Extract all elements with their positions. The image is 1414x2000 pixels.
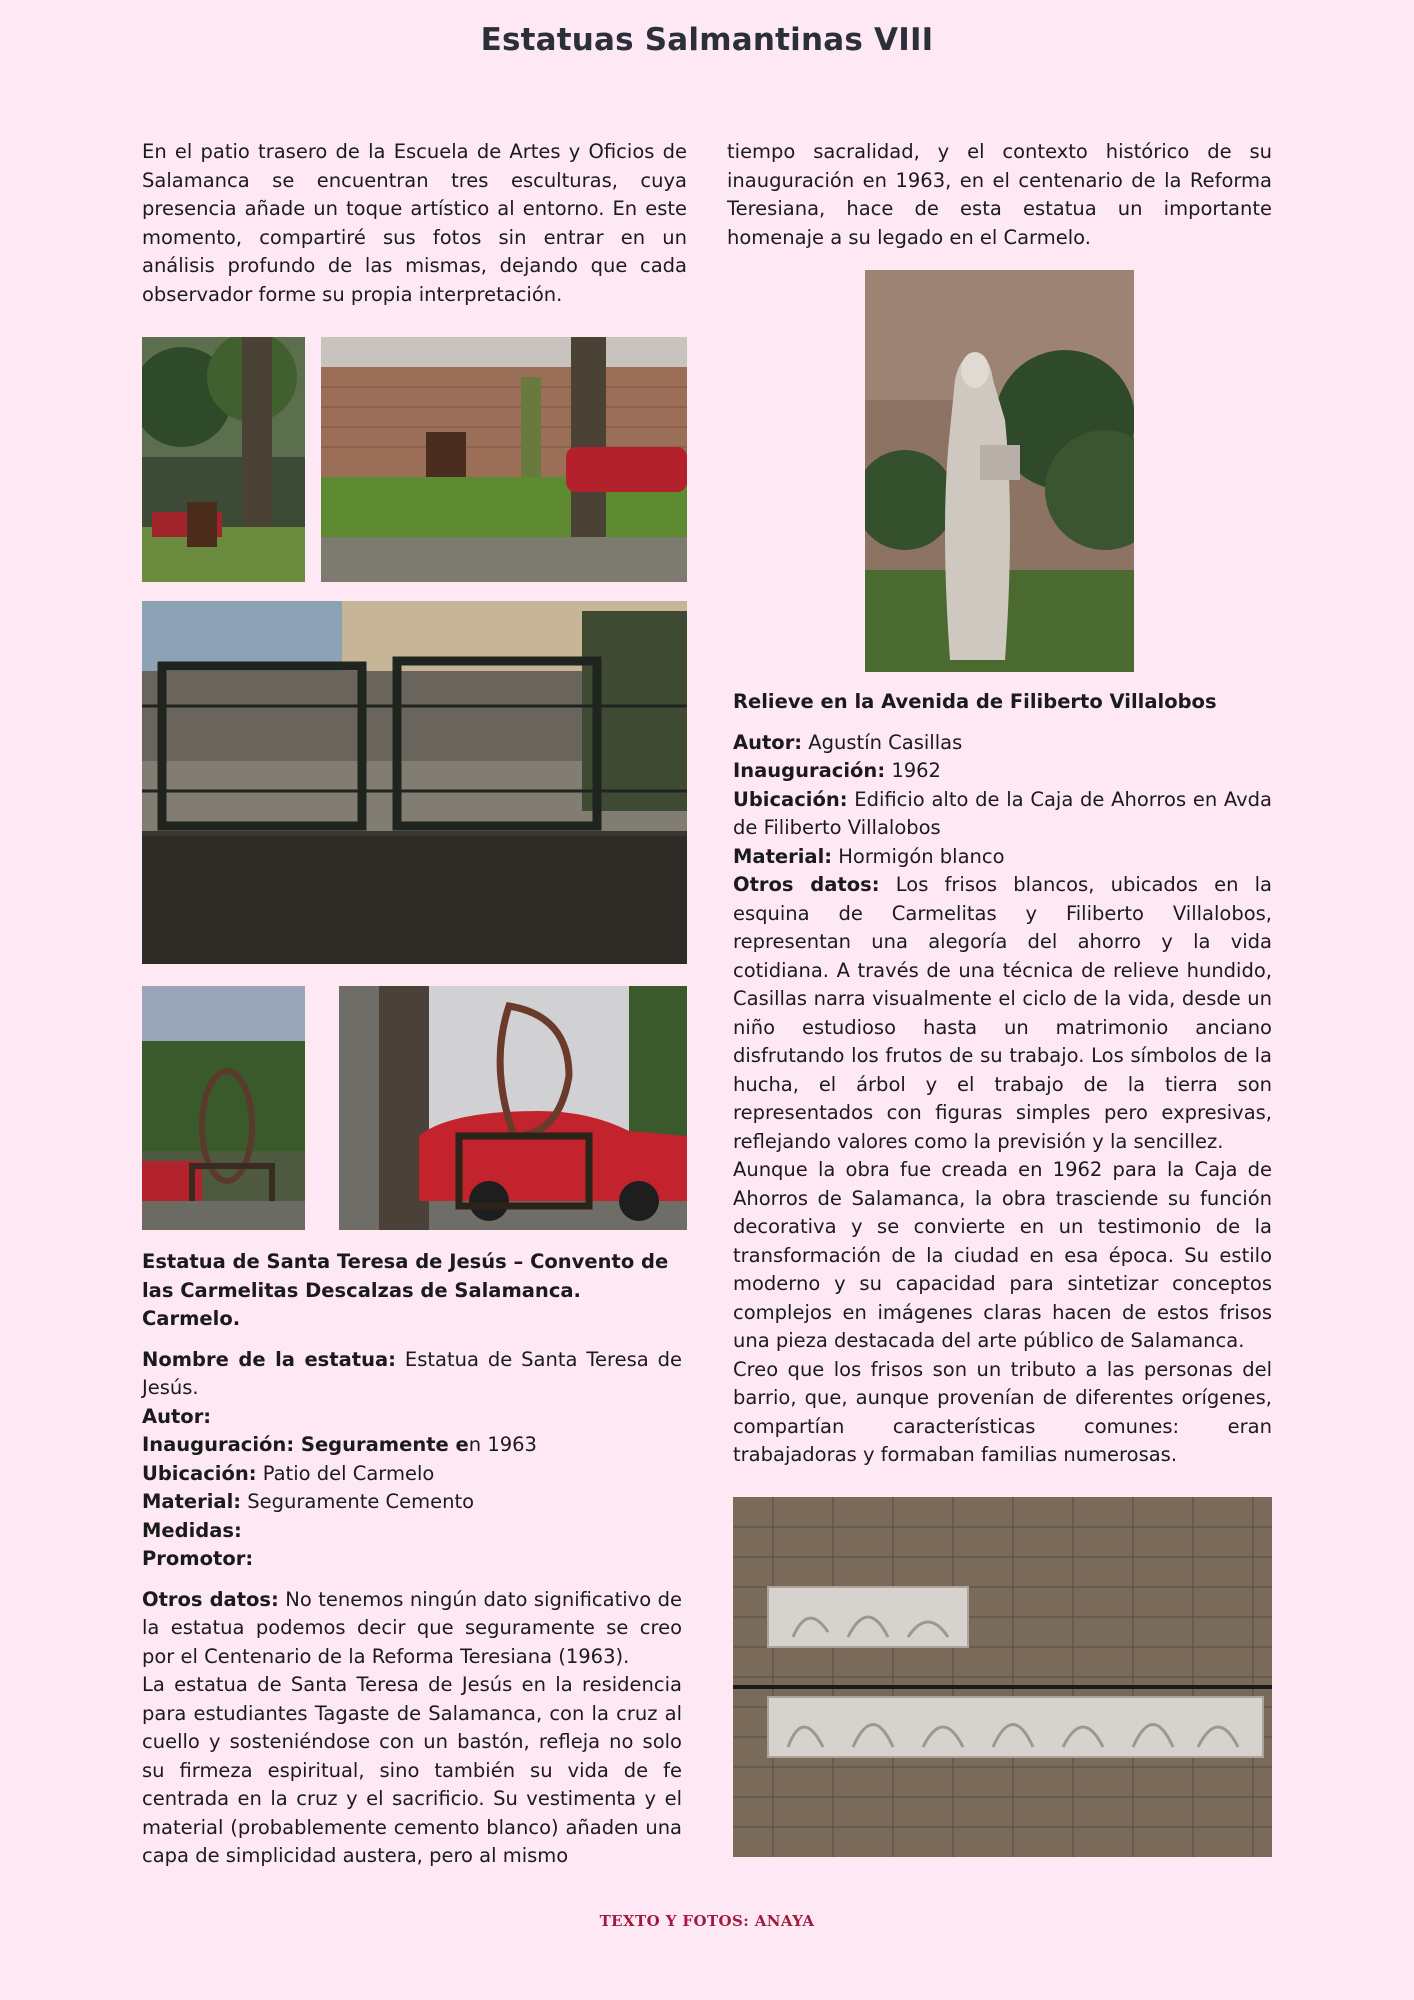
teresa-medidas-label: Medidas: (142, 1518, 242, 1542)
teresa-ubicacion-label: Ubicación: (142, 1461, 257, 1485)
relieve-inauguracion-value: 1962 (885, 759, 941, 782)
photo-sculpture-tree-left (142, 337, 305, 582)
teresa-material-label: Material: (142, 1490, 242, 1513)
teresa-inauguracion-value: n 1963 (468, 1433, 537, 1456)
teresa-medidas-line (142, 1517, 682, 1546)
teresa-autor-label: Autor: (142, 1404, 212, 1428)
footer-credit: TEXTO Y FOTOS: ANAYA (599, 1912, 815, 1930)
teresa-material-line (142, 1488, 682, 1517)
teresa-section (142, 1248, 682, 1871)
relieve-paragraph-2: Aunque la obra fue creada en 1962 para la Caja de Ahorros de Salamanca, la obra trasciende su función decorativa y se convierte en un testimonio de la transformación de la ciudad en esa época. Su estilo moderno y su capacidad para sintetizar conceptos complejos en imágenes claras hacen de estos frisos una pieza destacada del arte público de Salamanca. (733, 1158, 1272, 1352)
relieve-otros-label: Otros datos: (733, 873, 880, 896)
relieve-ubicacion-value: Edificio alto de la Caja de Ahorros en Avda de Filiberto Villalobos (733, 787, 1272, 839)
teresa-ubicacion-line (142, 1460, 682, 1489)
relieve-otros-line (733, 871, 1272, 1156)
teresa-paragraph-continued: tiempo sacralidad, y el contexto histórico de su inauguración en 1963, en el centenario de la Reforma Teresiana, hace de esta estatua un importante homenaje a su legado en el Carmelo. (727, 140, 1272, 249)
relieve-autor-label: Autor: (733, 730, 803, 754)
teresa-nombre-line (142, 1346, 682, 1403)
teresa-nombre-value: Estatua de Santa Teresa de Jesús. (142, 1347, 683, 1399)
relieve-otros-value: Los frisos blancos, ubicados en la esquina de Carmelitas y Filiberto Villalobos, representan una alegoría del ahorro y la vida cotidiana. A través de una técnica de relieve hundido, Casillas narra visualmente el ciclo de la vida, desde un niño estudioso hasta un matrimonio anciano disfrutando los frutos de su trabajo. Los símbolos de la hucha, el árbol y el trabajo de la tierra son representados con figuras simples pero expresivas, reflejando valores como la previsión y la sencillez. (733, 873, 1272, 1153)
relieve-inauguracion-line (733, 757, 1272, 786)
teresa-autor-line (142, 1403, 682, 1432)
relieve-ubicacion-line (733, 786, 1272, 843)
relieve-paragraph-3: Creo que los frisos son un tributo a las personas del barrio, que, aunque provenían de diferentes orígenes, compartían características comunes: eran trabajadoras y formaban familias numerosas. (733, 1357, 1272, 1466)
teresa-material-value: Seguramente Cemento (241, 1490, 475, 1513)
relieve-inauguracion-label: Inauguración: (733, 759, 886, 782)
relieve-heading: Relieve en la Avenida de Filiberto Villalobos (733, 690, 1217, 713)
page-title: Estatuas Salmantinas VIII (480, 22, 934, 58)
teresa-inauguracion-line (142, 1431, 682, 1460)
relieve-material-label: Material: (733, 844, 833, 868)
relieve-material-line (733, 843, 1272, 872)
photo-sculpture-red-car (339, 986, 687, 1230)
relieve-autor-line (733, 729, 1272, 758)
teresa-continuation (727, 138, 1272, 252)
teresa-otros-value: No tenemos ningún dato significativo de la estatua podemos decir que seguramente se creo por el Centenario de la Reforma Teresiana (1963). (142, 1587, 682, 1668)
relieve-section (733, 688, 1272, 1470)
photo-santa-teresa-statue (865, 270, 1134, 672)
intro-paragraph: En el patio trasero de la Escuela de Artes y Oficios de Salamanca se encuentran tres esculturas, cuya presencia añade un toque artístico al entorno. En este momento, compartiré sus fotos sin entrar en un análisis profundo de las mismas, dejando que cada observador forme su propia interpretación. (142, 140, 687, 306)
teresa-heading: Estatua de Santa Teresa de Jesús – Convento de las Carmelitas Descalzas de Salamanca. Carmelo. (142, 1250, 669, 1330)
photo-sculpture-brick-wall (321, 337, 687, 582)
teresa-paragraph: La estatua de Santa Teresa de Jesús en la residencia para estudiantes Tagaste de Salamanca, con la cruz al cuello y sosteniéndose con un bastón, refleja no solo su firmeza espiritual, sino también su vida de fe centrada en la cruz y el sacrificio. Su vestimenta y el material (probablemente cemento blanco) añaden una capa de simplicidad austera, pero al mismo (142, 1673, 682, 1867)
photo-relief-friezes (733, 1497, 1272, 1857)
photo-fence-courtyard (142, 601, 687, 964)
relieve-material-value: Hormigón blanco (832, 844, 1005, 868)
intro-text (142, 138, 687, 309)
teresa-inauguracion-label: Inauguración: Seguramente e (142, 1433, 469, 1456)
teresa-promotor-label: Promotor: (142, 1547, 254, 1570)
relieve-ubicacion-label: Ubicación: (733, 787, 848, 811)
teresa-otros-label: Otros datos: (142, 1587, 279, 1611)
photo-sculpture-figure-small (142, 986, 305, 1230)
teresa-otros-line (142, 1586, 682, 1672)
teresa-nombre-label: Nombre de la estatua: (142, 1347, 396, 1371)
teresa-ubicacion-value: Patio del Carmelo (256, 1461, 435, 1485)
relieve-autor-value: Agustín Casillas (802, 730, 963, 754)
teresa-promotor-line (142, 1545, 682, 1574)
